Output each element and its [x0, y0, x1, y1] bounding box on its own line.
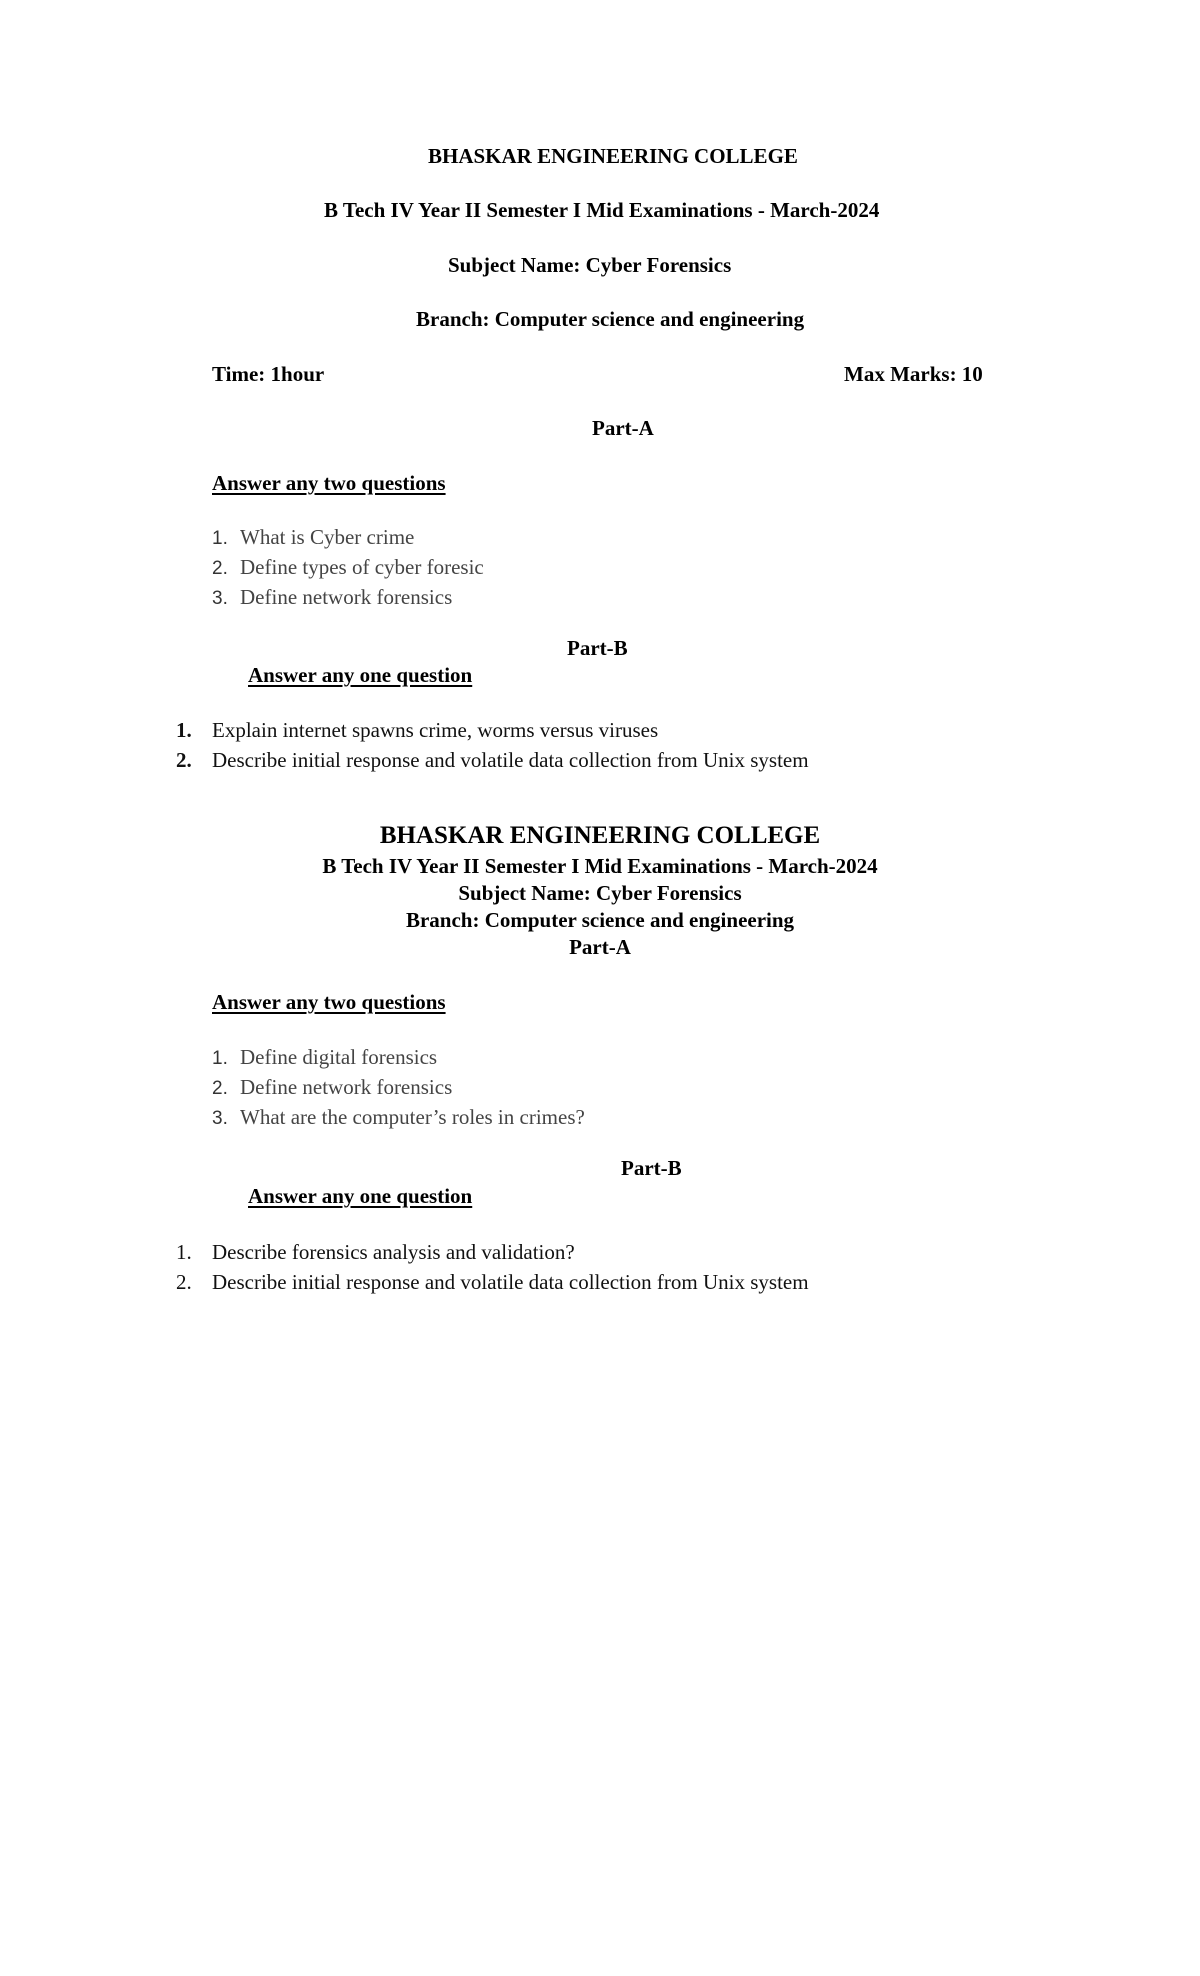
- question-text: Define network forensics: [240, 1075, 453, 1099]
- list-item: [176, 1270, 809, 1295]
- branch-name: Branch: Computer science and engineering: [405, 908, 795, 932]
- question-text: What are the computer’s roles in crimes?: [240, 1105, 585, 1129]
- part-a-instruction: Answer any two questions: [212, 990, 446, 1014]
- exam-title: B Tech IV Year II Semester I Mid Examinations - March-2024: [324, 198, 880, 222]
- list-number: 1.: [212, 528, 228, 549]
- subject-name: Subject Name: Cyber Forensics: [458, 881, 742, 905]
- question-text: Define digital forensics: [240, 1045, 438, 1069]
- question-text: Define types of cyber foresic: [240, 555, 484, 579]
- list-item: [212, 1045, 437, 1070]
- list-item: [212, 555, 484, 580]
- exam-time: Time: 1hour: [212, 362, 325, 386]
- list-number: 2.: [212, 1078, 228, 1099]
- list-number: 3.: [212, 1108, 228, 1129]
- part-b-instruction: Answer any one question: [248, 663, 473, 687]
- list-number: 1.: [176, 718, 192, 742]
- part-b-title: Part-B: [621, 1156, 682, 1180]
- exam-title: B Tech IV Year II Semester I Mid Examinations - March-2024: [322, 854, 878, 878]
- list-number: 1.: [176, 1240, 192, 1264]
- list-number: 2.: [176, 1270, 192, 1294]
- part-a-title: Part-A: [569, 935, 631, 959]
- list-item: [212, 1075, 452, 1100]
- question-text: Define network forensics: [240, 585, 453, 609]
- list-number: 2.: [212, 558, 228, 579]
- question-text: Describe forensics analysis and validation?: [212, 1240, 575, 1264]
- college-name: BHASKAR ENGINEERING COLLEGE: [379, 822, 821, 849]
- college-name: BHASKAR ENGINEERING COLLEGE: [428, 144, 798, 168]
- part-a-title: Part-A: [592, 416, 654, 440]
- max-marks: Max Marks: 10: [844, 362, 983, 386]
- list-number: 3.: [212, 588, 228, 609]
- question-text: Explain internet spawns crime, worms versus viruses: [212, 718, 659, 742]
- question-text: What is Cyber crime: [240, 525, 415, 549]
- part-b-instruction: Answer any one question: [248, 1184, 473, 1208]
- list-item: [176, 748, 809, 773]
- question-text: Describe initial response and volatile data collection from Unix system: [212, 1270, 809, 1294]
- subject-name: Subject Name: Cyber Forensics: [448, 253, 732, 277]
- question-text: Describe initial response and volatile data collection from Unix system: [212, 748, 809, 772]
- branch-name: Branch: Computer science and engineering: [416, 307, 805, 331]
- list-item: [212, 525, 414, 550]
- list-item: [176, 1240, 575, 1265]
- part-b-title: Part-B: [567, 636, 628, 660]
- list-item: [176, 718, 658, 743]
- list-number: 2.: [176, 748, 192, 772]
- part-a-instruction: Answer any two questions: [212, 471, 446, 495]
- list-item: [212, 1105, 585, 1130]
- list-number: 1.: [212, 1048, 228, 1069]
- list-item: [212, 585, 452, 610]
